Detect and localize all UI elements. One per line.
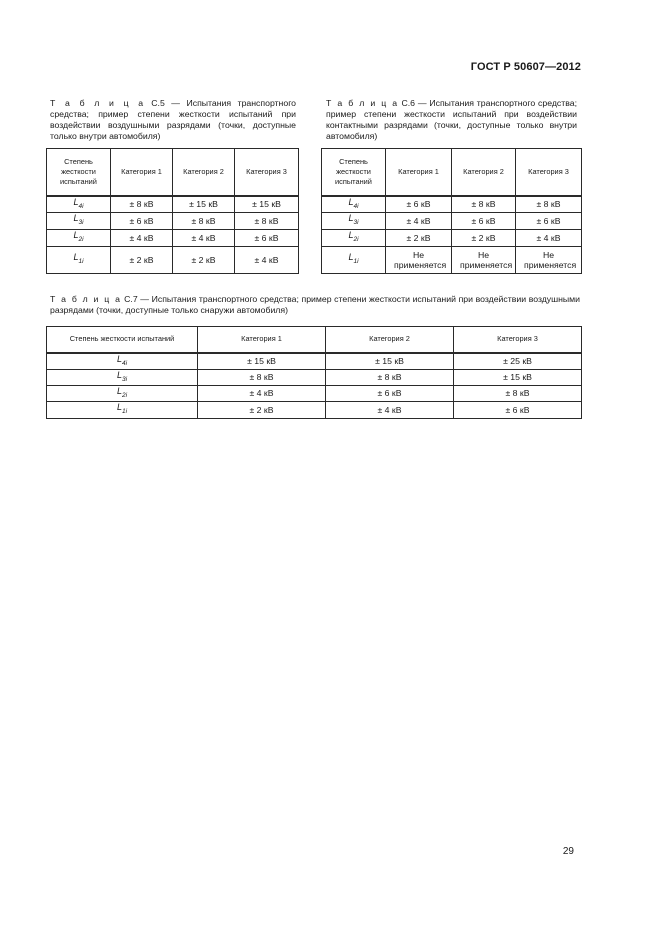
document-code: ГОСТ Р 50607—2012 [470, 61, 581, 73]
column-header-category-3: Категория 3 [454, 327, 582, 353]
severity-level-cell: $L_{4i}$ [47, 353, 198, 370]
value-cell-category-3: ± 6 кВ [454, 402, 582, 418]
value-cell-category-3: ± 6 кВ [235, 230, 299, 247]
column-header-category-2: Категория 2 [452, 149, 516, 196]
severity-level-cell: $L_{2i}$ [47, 386, 198, 402]
severity-level-cell: $L_{3i}$ [47, 213, 111, 230]
table-row [47, 386, 582, 402]
value-cell-category-2: ± 4 кВ [173, 230, 235, 247]
table-header-row [322, 149, 582, 196]
value-cell-category-1: Не применяется [386, 247, 452, 274]
table-c5 [46, 148, 299, 274]
value-cell-category-3: ± 25 кВ [454, 353, 582, 370]
table-c7-caption-lead: Т а б л и ц а [50, 294, 122, 304]
severity-level-cell: $L_{2i}$ [47, 230, 111, 247]
table-row [322, 213, 582, 230]
table-c7-caption-text: С.7 — Испытания транспортного средства; пример степени жесткости испытаний при воздействии воздушными разрядами (точки, доступные только снаружи автомобиля) [50, 294, 580, 315]
table-row [47, 247, 299, 274]
table-row [322, 230, 582, 247]
severity-level-cell: $L_{4i}$ [47, 196, 111, 213]
value-cell-category-3: ± 4 кВ [235, 247, 299, 274]
severity-level-cell: $L_{1i}$ [47, 402, 198, 418]
value-cell-category-2: ± 4 кВ [326, 402, 454, 418]
severity-level-cell: $L_{4i}$ [322, 196, 386, 213]
column-header-category-2: Категория 2 [173, 149, 235, 196]
column-header-category-1: Категория 1 [111, 149, 173, 196]
table-c5-caption-text: С.5 — Испытания транспортного средства; пример степени жесткости испытаний при воздействии воздушными разрядами (точки, доступные только внутри автомобиля) [50, 98, 296, 141]
value-cell-category-3: ± 8 кВ [235, 213, 299, 230]
table-header-row [47, 327, 582, 353]
table-c6 [321, 148, 582, 274]
value-cell-category-1: ± 2 кВ [198, 402, 326, 418]
column-header-severity: Степень жесткости испытаний [47, 149, 111, 196]
value-cell-category-1: ± 6 кВ [111, 213, 173, 230]
value-cell-category-2: Не применяется [452, 247, 516, 274]
severity-level-cell: $L_{3i}$ [47, 369, 198, 385]
value-cell-category-2: ± 15 кВ [326, 353, 454, 370]
table-row [322, 196, 582, 213]
table-header-row [47, 149, 299, 196]
value-cell-category-1: ± 4 кВ [198, 386, 326, 402]
column-header-category-1: Категория 1 [198, 327, 326, 353]
table-row [322, 247, 582, 274]
column-header-category-2: Категория 2 [326, 327, 454, 353]
value-cell-category-1: ± 4 кВ [386, 213, 452, 230]
severity-level-cell: $L_{1i}$ [322, 247, 386, 274]
value-cell-category-3: ± 6 кВ [516, 213, 582, 230]
value-cell-category-3: ± 8 кВ [516, 196, 582, 213]
table-c5-caption-lead: Т а б л и ц а [50, 98, 145, 108]
table-row [47, 230, 299, 247]
severity-level-cell: $L_{2i}$ [322, 230, 386, 247]
table-c5-caption [50, 98, 296, 142]
value-cell-category-3: ± 15 кВ [235, 196, 299, 213]
value-cell-category-1: ± 4 кВ [111, 230, 173, 247]
table-row [47, 369, 582, 385]
value-cell-category-1: ± 8 кВ [111, 196, 173, 213]
severity-level-cell: $L_{1i}$ [47, 247, 111, 274]
value-cell-category-1: ± 15 кВ [198, 353, 326, 370]
table-c6-caption-lead: Т а б л и ц а [326, 98, 399, 108]
table-c7 [46, 326, 582, 419]
table-c6-caption [326, 98, 577, 142]
table-c6-caption-text: С.6 — Испытания транспортного средства; пример степени жесткости испытаний при воздействии контактными разрядами (точки, доступные только внутри автомобиля) [326, 98, 577, 141]
value-cell-category-2: ± 8 кВ [452, 196, 516, 213]
column-header-category-3: Категория 3 [516, 149, 582, 196]
value-cell-category-1: ± 8 кВ [198, 369, 326, 385]
value-cell-category-3: ± 4 кВ [516, 230, 582, 247]
value-cell-category-1: ± 2 кВ [386, 230, 452, 247]
value-cell-category-2: ± 8 кВ [326, 369, 454, 385]
table-c7-caption [50, 294, 580, 316]
value-cell-category-2: ± 6 кВ [452, 213, 516, 230]
value-cell-category-3: Не применяется [516, 247, 582, 274]
value-cell-category-3: ± 8 кВ [454, 386, 582, 402]
value-cell-category-2: ± 6 кВ [326, 386, 454, 402]
value-cell-category-3: ± 15 кВ [454, 369, 582, 385]
table-row [47, 402, 582, 418]
table-row [47, 213, 299, 230]
column-header-category-3: Категория 3 [235, 149, 299, 196]
table-row [47, 196, 299, 213]
value-cell-category-2: ± 15 кВ [173, 196, 235, 213]
value-cell-category-2: ± 2 кВ [452, 230, 516, 247]
value-cell-category-2: ± 8 кВ [173, 213, 235, 230]
value-cell-category-1: ± 6 кВ [386, 196, 452, 213]
page-number: 29 [562, 846, 574, 857]
column-header-severity: Степень жесткости испытаний [322, 149, 386, 196]
column-header-severity: Степень жесткости испытаний [47, 327, 198, 353]
value-cell-category-1: ± 2 кВ [111, 247, 173, 274]
severity-level-cell: $L_{3i}$ [322, 213, 386, 230]
column-header-category-1: Категория 1 [386, 149, 452, 196]
table-row [47, 353, 582, 370]
value-cell-category-2: ± 2 кВ [173, 247, 235, 274]
